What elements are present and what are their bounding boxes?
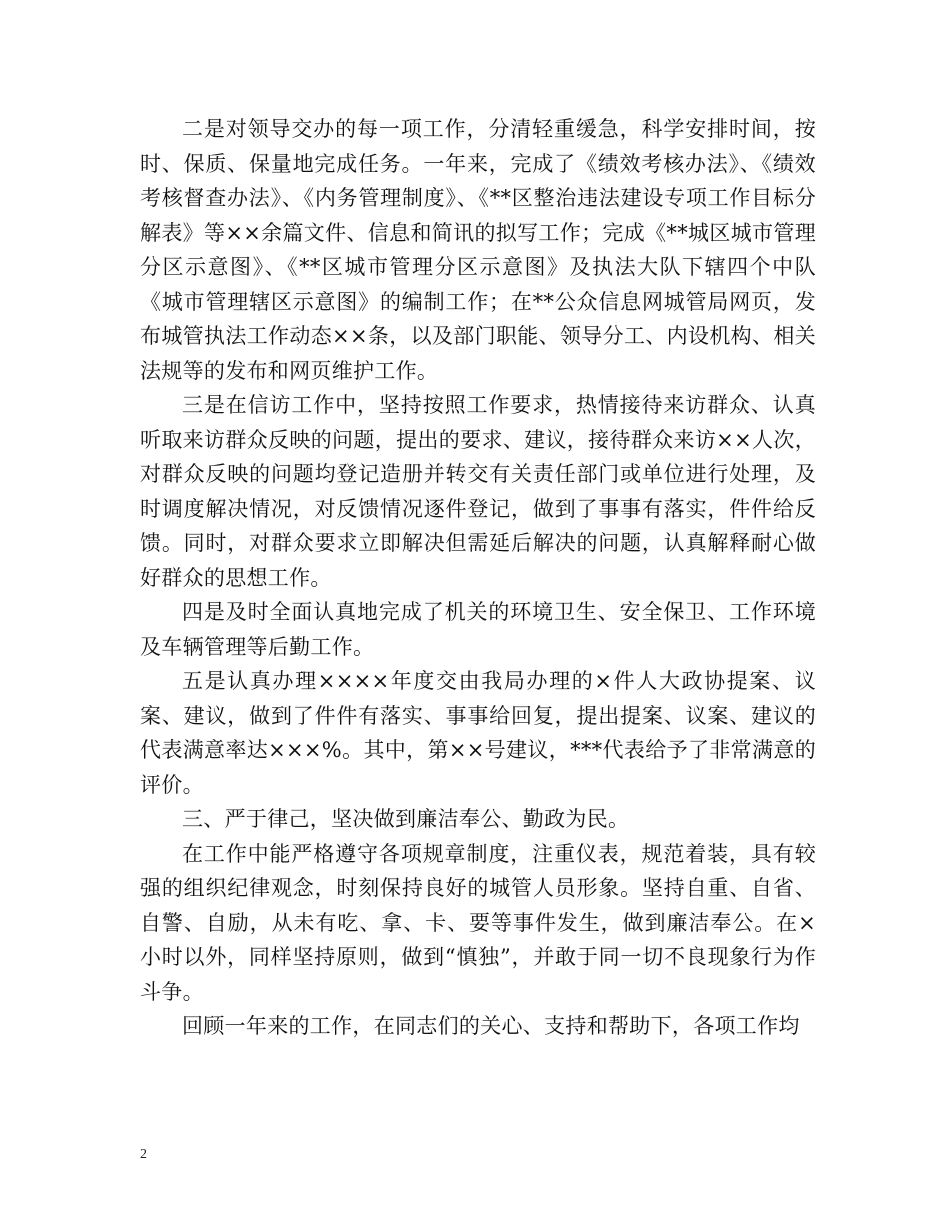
paragraph-discipline: 在工作中能严格遵守各项规章制度，注重仪表，规范着装，具有较强的组织纪律观念，时刻保持良好的城管人员形象。坚持自重、自省、自警、自励，从未有吃、拿、卡、要等事件发生，做到廉洁奉公。在×小时以外，同样坚持原则，做到“慎独”，并敢于同一切不良现象行为作斗争。 — [140, 841, 816, 1004]
paragraph-petition-work: 三是在信访工作中，坚持按照工作要求，热情接待来访群众、认真听取来访群众反映的问题，提出的要求、建议，接待群众来访××人次，对群众反映的问题均登记造册并转交有关责任部门或单位进行处理，及时调度解决情况，对反馈情况逐件登记，做到了事事有落实，件件给反馈。同时，对群众要求立即解决但需延后解决的问题，认真解释耐心做好群众的思想工作。 — [140, 393, 816, 590]
document-body — [140, 112, 816, 1044]
paragraph-review: 回顾一年来的工作，在同志们的关心、支持和帮助下，各项工作均 — [182, 1014, 800, 1038]
paragraph-assigned-tasks: 二是对领导交办的每一项工作，分清轻重缓急，科学安排时间，按时、保质、保量地完成任务。一年来，完成了《绩效考核办法》、《绩效考核督查办法》、《内务管理制度》、《**区整治违法建设专项工作目标分解表》等××余篇文件、信息和简讯的拟写工作；完成《**城区城市管理分区示意图》、《**区城市管理分区示意图》及执法大队下辖四个中队《城市管理辖区示意图》的编制工作；在**公众信息网城管局网页，发布城管执法工作动态××条，以及部门职能、领导分工、内设机构、相关法规等的发布和网页维护工作。 — [140, 117, 816, 383]
section-heading-integrity: 三、严于律己，坚决做到廉洁奉公、勤政为民。 — [182, 807, 630, 831]
page-number: 2 — [140, 1147, 147, 1162]
paragraph-proposals-handling: 五是认真办理××××年度交由我局办理的×件人大政协提案、议案、建议，做到了件件有落实、事事给回复，提出提案、议案、建议的代表满意率达×××%。其中，第××号建议，***代表给予了非常满意的评价。 — [140, 669, 816, 797]
paragraph-logistics-work: 四是及时全面认真地完成了机关的环境卫生、安全保卫、工作环境及车辆管理等后勤工作。 — [140, 600, 816, 659]
